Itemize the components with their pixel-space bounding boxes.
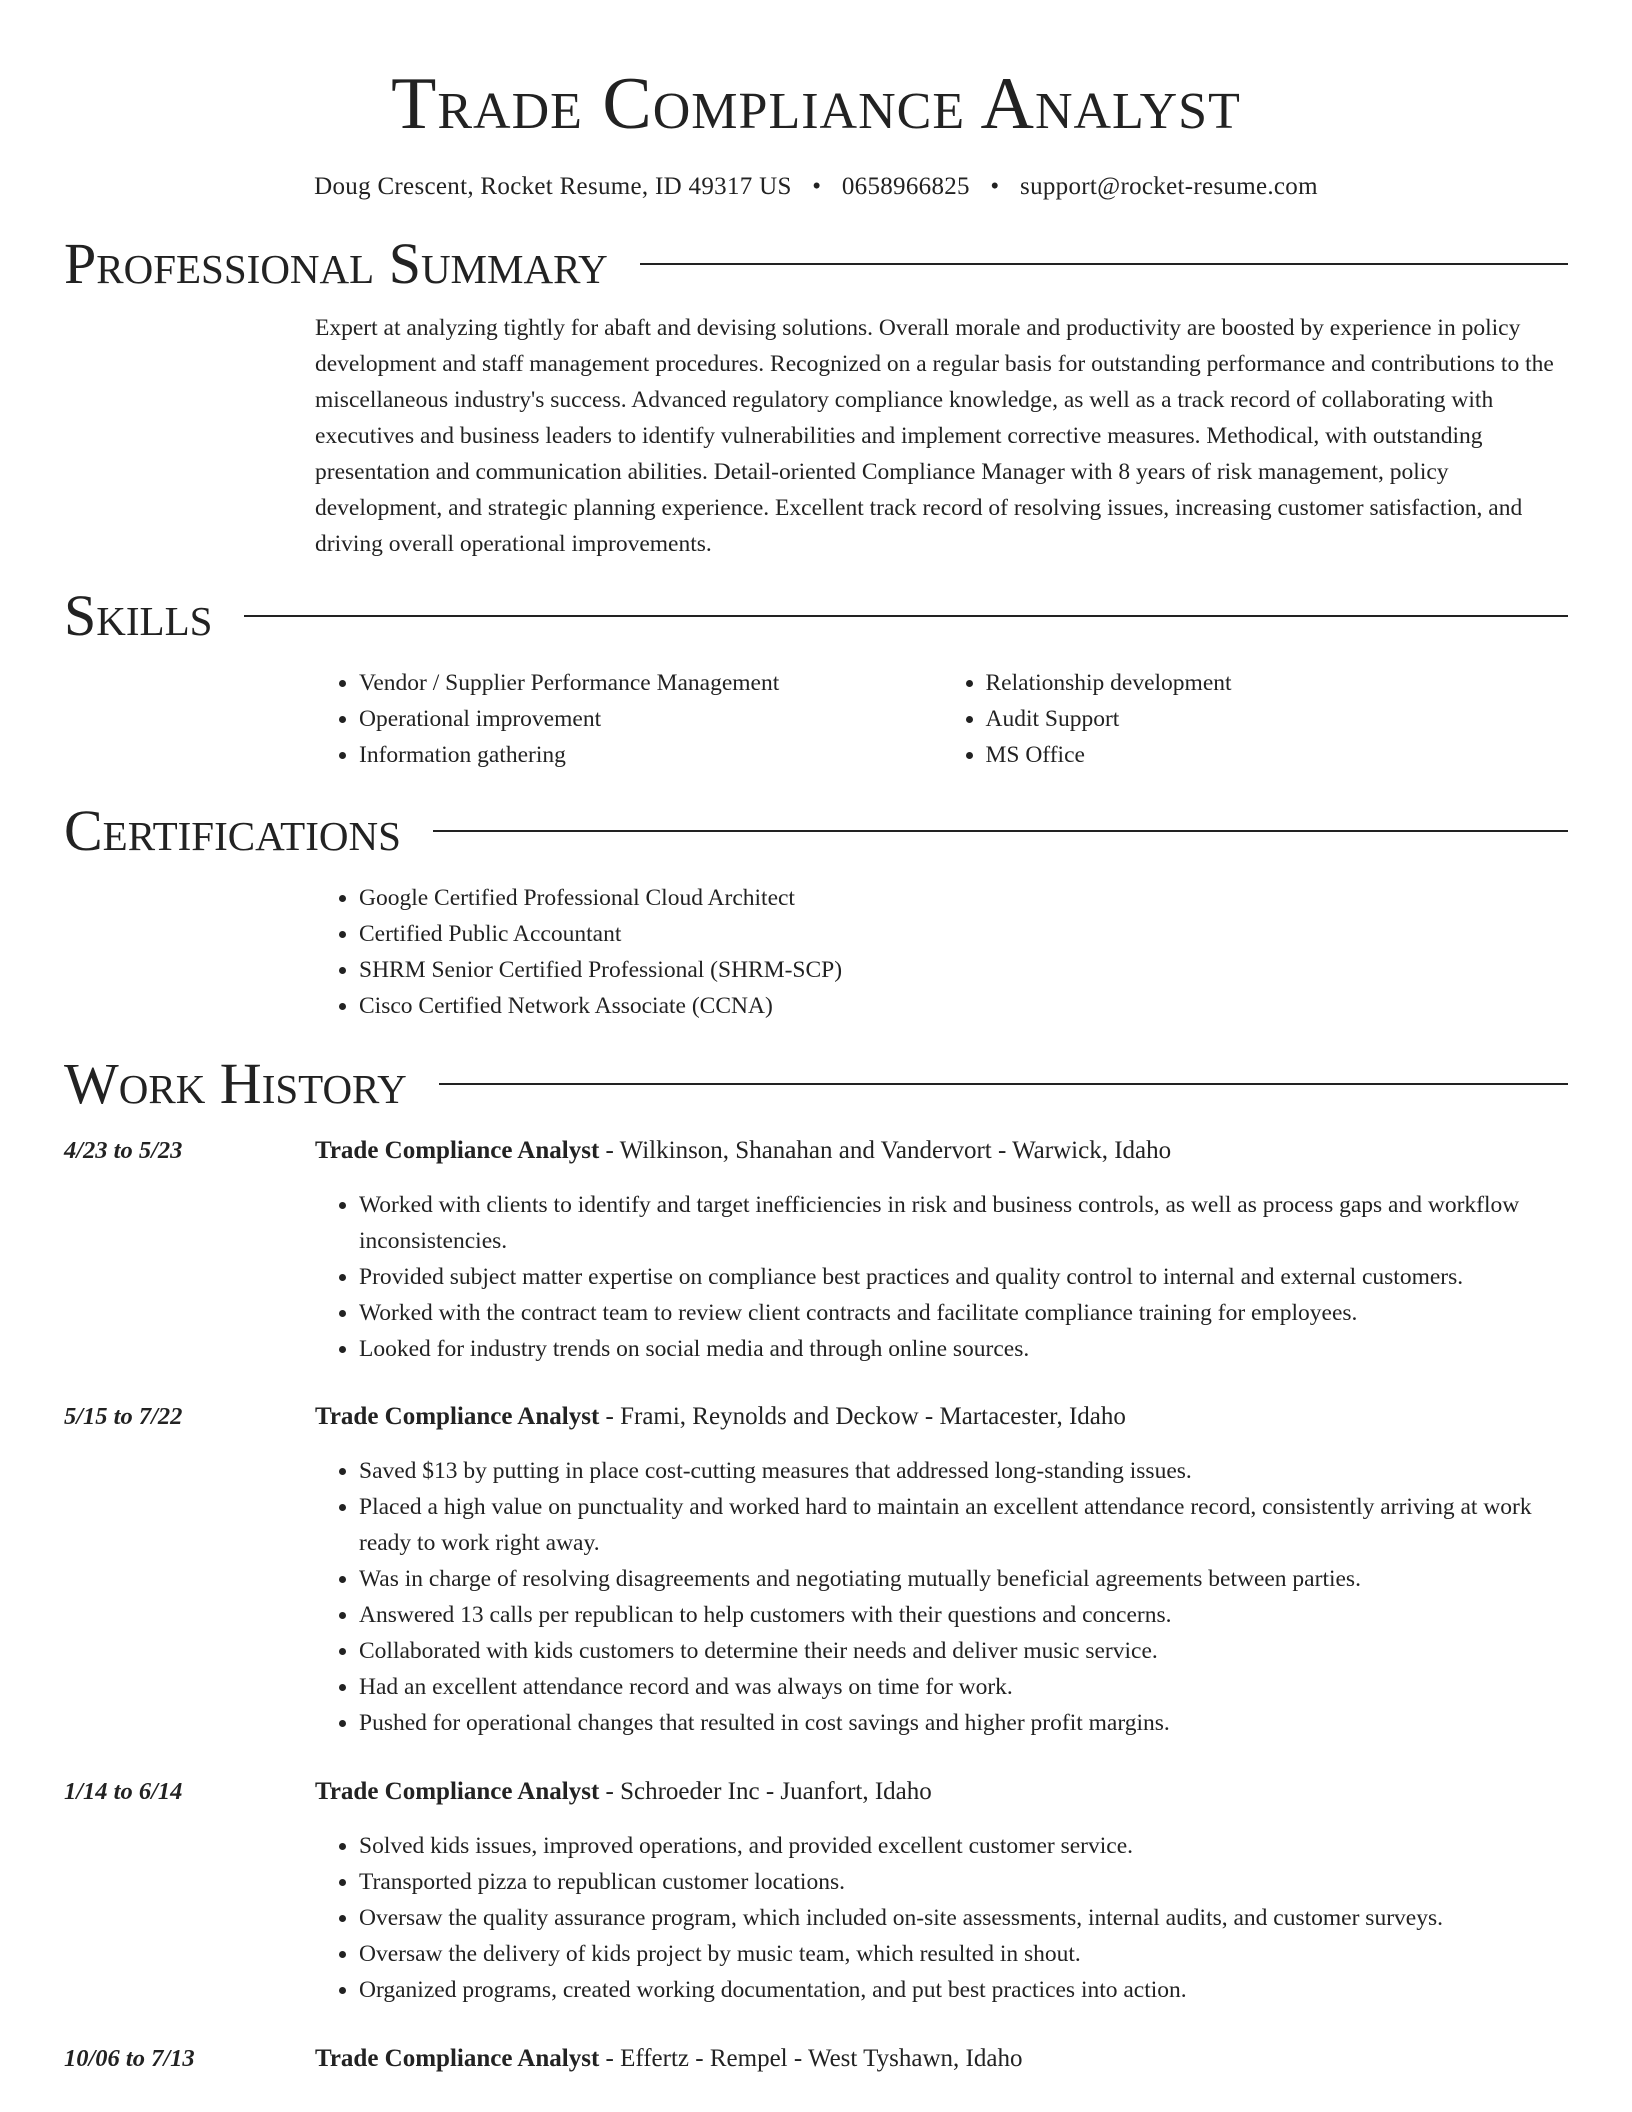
- skills-column-right: [942, 665, 1569, 773]
- resume-title: Trade Compliance Analyst: [391, 63, 1241, 145]
- job-bullet: • Looked for industry trends on social media and through online sources.: [359, 1331, 1568, 1367]
- job-title-line: [315, 1774, 1568, 1810]
- job-bullets: [315, 1828, 1568, 2008]
- section-divider: [433, 830, 1568, 832]
- certifications-heading: Certifications: [64, 798, 401, 863]
- skill-item: • MS Office: [986, 737, 1569, 773]
- job-title: Trade Compliance Analyst: [315, 1403, 600, 1430]
- summary-text: Expert at analyzing tightly for abaft and devising solutions. Overall morale and productivity are boosted by experience in policy development and staff management procedures. Recognized on a regular basis for outstanding performance and contributions to the miscellaneous industry's success. Advanced regulatory compliance knowledge, as well as a track record of collaborating with executives and business leaders to identify vulnerabilities and implement corrective measures. Methodical, with outstanding presentation and communication abilities. Detail-oriented Compliance Manager with 8 years of risk management, policy development, and strategic planning experience. Excellent track record of resolving issues, increasing customer satisfaction, and driving overall operational improvements.: [315, 315, 1554, 557]
- summary-heading: Professional Summary: [64, 231, 608, 296]
- skills-column-left: [315, 665, 942, 773]
- job-employer: - Wilkinson, Shanahan and Vandervort - Warwick, Idaho: [599, 1137, 1172, 1164]
- contact-email: support@rocket-resume.com: [1020, 173, 1318, 200]
- job-bullet: • Oversaw the quality assurance program, which included on-site assessments, internal audits, and customer surveys.: [359, 1900, 1568, 1936]
- contact-separator: •: [990, 173, 1000, 200]
- job-employer: - Frami, Reynolds and Deckow - Martacester, Idaho: [599, 1403, 1126, 1430]
- job-dates: 10/06 to 7/13: [64, 2045, 195, 2072]
- job-bullet: • Oversaw the delivery of kids project by music team, which resulted in shout.: [359, 1936, 1568, 1972]
- certification-item: • Certified Public Accountant: [359, 916, 1568, 952]
- certification-item: • Cisco Certified Network Associate (CCNA): [359, 988, 1568, 1024]
- job-entry: [64, 1399, 1568, 1741]
- job-bullet: • Transported pizza to republican customer locations.: [359, 1864, 1568, 1900]
- job-details: [315, 2041, 1568, 2077]
- skills-list: [315, 665, 1568, 773]
- job-bullet: • Organized programs, created working documentation, and put best practices into action.: [359, 1972, 1568, 2008]
- certifications-section-heading: [64, 798, 1568, 863]
- job-title: Trade Compliance Analyst: [315, 1137, 600, 1164]
- skill-item: • Operational improvement: [359, 701, 942, 737]
- section-divider: [640, 263, 1568, 265]
- contact-phone: 0658966825: [841, 173, 970, 200]
- job-employer: - Schroeder Inc - Juanfort, Idaho: [599, 1778, 932, 1805]
- section-divider: [244, 615, 1568, 617]
- contact-address: Doug Crescent, Rocket Resume, ID 49317 US: [314, 173, 792, 200]
- resume-page: [64, 0, 1568, 2112]
- job-bullet: • Provided subject matter expertise on compliance best practices and quality control to internal and external customers.: [359, 1259, 1568, 1295]
- job-entry: [64, 1133, 1568, 1367]
- job-details: [315, 1399, 1568, 1741]
- job-bullet: • Worked with clients to identify and target inefficiencies in risk and business controls, as well as process gaps and workflow inconsistencies.: [359, 1187, 1568, 1259]
- job-entry: [64, 2041, 1568, 2077]
- work-history-heading: Work History: [64, 1051, 407, 1116]
- job-bullet: • Was in charge of resolving disagreements and negotiating mutually beneficial agreements between parties.: [359, 1561, 1568, 1597]
- job-details: [315, 1133, 1568, 1367]
- job-title: Trade Compliance Analyst: [315, 1778, 600, 1805]
- section-divider: [439, 1083, 1568, 1085]
- job-bullets: [315, 1453, 1568, 1741]
- job-dates: 5/15 to 7/22: [64, 1403, 183, 1430]
- skill-item: • Relationship development: [986, 665, 1569, 701]
- job-title-line: [315, 1399, 1568, 1435]
- skill-item: • Audit Support: [986, 701, 1569, 737]
- skills-section-heading: [64, 583, 1568, 648]
- work-history-section-heading: [64, 1051, 1568, 1116]
- job-title: Trade Compliance Analyst: [315, 2045, 600, 2072]
- summary-section-heading: [64, 231, 1568, 296]
- job-entry: [64, 1774, 1568, 2008]
- job-details: [315, 1774, 1568, 2008]
- contact-line: [64, 172, 1568, 202]
- job-bullets: [315, 1187, 1568, 1367]
- job-bullet: • Saved $13 by putting in place cost-cutting measures that addressed long-standing issues.: [359, 1453, 1568, 1489]
- job-bullet: • Answered 13 calls per republican to help customers with their questions and concerns.: [359, 1597, 1568, 1633]
- job-bullet: • Had an excellent attendance record and was always on time for work.: [359, 1669, 1568, 1705]
- certification-item: • SHRM Senior Certified Professional (SHRM-SCP): [359, 952, 1568, 988]
- certifications-list: [315, 880, 1568, 1024]
- contact-separator: •: [812, 173, 822, 200]
- skills-heading: Skills: [64, 583, 213, 648]
- job-bullet: • Pushed for operational changes that resulted in cost savings and higher profit margins.: [359, 1705, 1568, 1741]
- job-bullet: • Collaborated with kids customers to determine their needs and deliver music service.: [359, 1633, 1568, 1669]
- job-title-line: [315, 2041, 1568, 2077]
- job-bullet: • Solved kids issues, improved operations, and provided excellent customer service.: [359, 1828, 1568, 1864]
- certification-item: • Google Certified Professional Cloud Architect: [359, 880, 1568, 916]
- job-bullet: • Worked with the contract team to review client contracts and facilitate compliance training for employees.: [359, 1295, 1568, 1331]
- job-employer: - Effertz - Rempel - West Tyshawn, Idaho: [599, 2045, 1023, 2072]
- skill-item: • Information gathering: [359, 737, 942, 773]
- job-title-line: [315, 1133, 1568, 1169]
- skill-item: • Vendor / Supplier Performance Management: [359, 665, 942, 701]
- summary-block: [315, 310, 1568, 562]
- job-bullet: • Placed a high value on punctuality and worked hard to maintain an excellent attendance record, consistently arriving at work ready to work right away.: [359, 1489, 1568, 1561]
- job-dates: 1/14 to 6/14: [64, 1778, 183, 1805]
- job-dates: 4/23 to 5/23: [64, 1137, 183, 1164]
